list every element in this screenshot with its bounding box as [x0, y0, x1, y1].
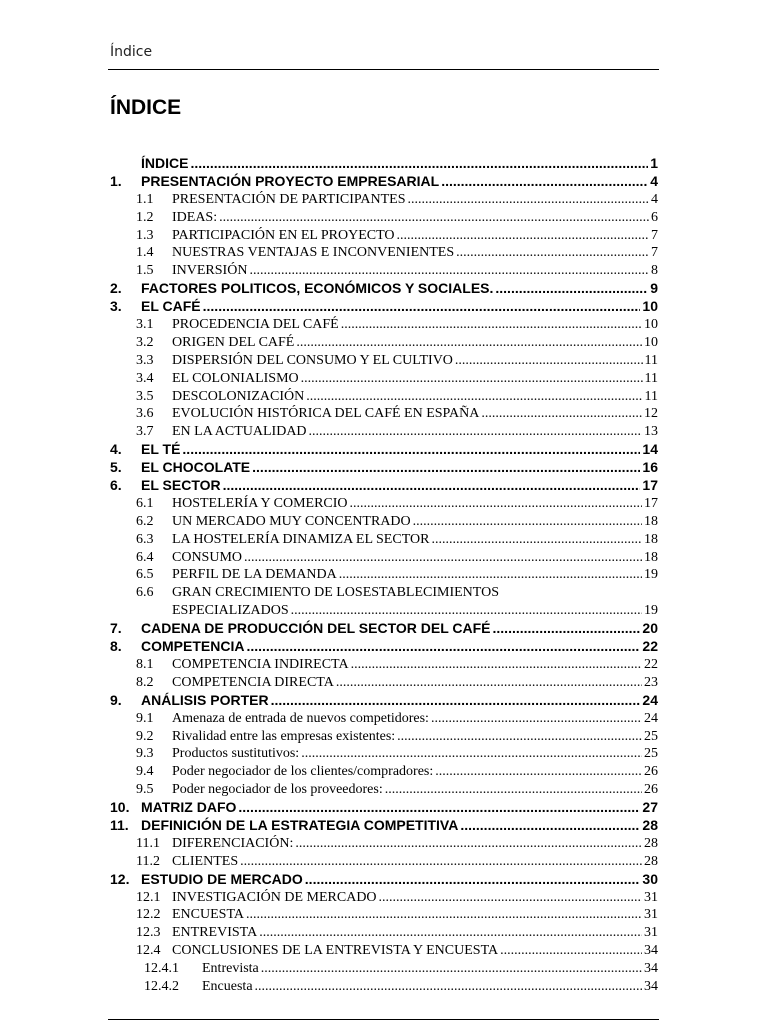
toc-entry-page: 18	[644, 513, 658, 529]
toc-entry-page: 14	[642, 441, 658, 458]
dot-leader	[500, 942, 642, 960]
dot-leader	[244, 549, 642, 567]
toc-entry-title: EL CHOCOLATE	[141, 459, 251, 476]
toc-entry[interactable]	[110, 835, 658, 853]
toc-entry-number: 1.3	[136, 227, 154, 243]
toc-entry-page: 13	[644, 424, 658, 440]
toc-entry-number: 12.	[110, 870, 130, 887]
toc-entry-number: 3.4	[136, 370, 154, 386]
toc-entry[interactable]	[110, 924, 658, 942]
toc-entry-title: CONCLUSIONES DE LA ENTREVISTA Y ENCUESTA	[172, 943, 499, 959]
toc-entry-title: Entrevista	[202, 961, 259, 977]
toc-entry-page: 22	[642, 638, 658, 655]
page-title: ÍNDICE	[110, 96, 182, 119]
toc-entry[interactable]	[110, 889, 658, 907]
toc-entry-title: EN LA ACTUALIDAD	[172, 424, 307, 440]
toc-entry[interactable]	[110, 817, 658, 835]
toc-entry-number: 11.2	[136, 853, 160, 869]
toc-entry-title: IDEAS:	[172, 209, 218, 225]
toc-entry[interactable]	[110, 173, 658, 191]
toc-entry-title: UN MERCADO MUY CONCENTRADO	[172, 513, 411, 529]
toc-entry[interactable]	[110, 334, 658, 352]
toc-entry[interactable]	[110, 298, 658, 316]
dot-leader	[336, 674, 642, 692]
toc-entry[interactable]	[110, 692, 658, 710]
toc-entry-number: 3.3	[136, 352, 154, 368]
dot-leader	[295, 835, 642, 853]
toc-entry-page: 31	[644, 925, 658, 941]
toc-entry-page: 22	[644, 656, 658, 672]
toc-entry-continuation[interactable]	[110, 602, 658, 620]
toc-entry-page: 11	[644, 370, 658, 386]
toc-entry-title: ÍNDICE	[141, 155, 189, 171]
toc-entry-page: 24	[642, 691, 658, 708]
toc-entry[interactable]	[110, 370, 658, 388]
toc-entry-title: Poder negociador de los clientes/compradores:	[172, 764, 434, 780]
toc-entry-page: 27	[642, 799, 658, 816]
table-of-contents	[110, 155, 658, 996]
toc-entry-title: DISPERSIÓN DEL CONSUMO Y EL CULTIVO	[172, 352, 453, 368]
toc-entry-number: 3.7	[136, 424, 154, 440]
toc-entry-page: 4	[650, 172, 658, 189]
dot-leader	[379, 889, 642, 907]
dot-leader	[271, 692, 641, 710]
dot-leader	[493, 620, 641, 638]
toc-entry[interactable]	[110, 531, 658, 549]
dot-leader	[339, 566, 642, 584]
toc-entry[interactable]	[110, 763, 658, 781]
dot-leader	[246, 638, 640, 656]
dot-leader	[455, 352, 643, 370]
toc-entry[interactable]	[110, 477, 658, 495]
toc-entry-page: 17	[644, 495, 658, 511]
toc-entry-page: 11	[644, 352, 658, 368]
toc-entry-page: 11	[644, 388, 658, 404]
dot-leader	[397, 227, 649, 245]
toc-entry-title: PARTICIPACIÓN EN EL PROYECTO	[172, 227, 395, 243]
toc-entry-title: CONSUMO	[172, 549, 243, 565]
toc-entry-number: 6.2	[136, 513, 154, 529]
dot-leader	[291, 602, 642, 620]
toc-entry[interactable]	[110, 244, 658, 262]
toc-entry-page: 18	[644, 549, 658, 565]
toc-entry-number: 9.5	[136, 782, 154, 798]
toc-entry[interactable]	[110, 871, 658, 889]
toc-entry[interactable]	[110, 710, 658, 728]
toc-entry[interactable]	[110, 978, 658, 996]
toc-entry-number: 12.3	[136, 925, 161, 941]
toc-entry-title: PRESENTACIÓN DE PARTICIPANTES	[172, 191, 406, 207]
toc-entry-page: 16	[642, 459, 658, 476]
toc-entry-number: 5.	[110, 459, 122, 476]
toc-entry-number: 3.1	[136, 317, 154, 333]
toc-entry-number: 9.	[110, 691, 122, 708]
toc-entry[interactable]	[110, 227, 658, 245]
dot-leader	[306, 388, 642, 406]
toc-entry-title: HOSTELERÍA Y COMERCIO	[172, 495, 348, 511]
toc-entry-number: 6.5	[136, 567, 154, 583]
toc-entry-page: 30	[642, 870, 658, 887]
toc-entry-page: 34	[644, 961, 658, 977]
dot-leader	[255, 978, 642, 996]
toc-entry[interactable]	[110, 388, 658, 406]
toc-entry[interactable]	[110, 405, 658, 423]
dot-leader	[397, 728, 642, 746]
toc-entry-page: 28	[644, 835, 658, 851]
toc-entry-page: 8	[651, 263, 658, 279]
toc-entry[interactable]	[110, 745, 658, 763]
toc-entry-number: 9.2	[136, 728, 154, 744]
toc-entry-title: EL TÉ	[141, 441, 181, 458]
toc-entry-page: 25	[644, 728, 658, 744]
toc-entry-title: EL COLONIALISMO	[172, 370, 299, 386]
dot-leader	[219, 209, 649, 227]
toc-entry-title: Rivalidad entre las empresas existentes:	[172, 728, 396, 744]
dot-leader	[431, 710, 642, 728]
toc-entry[interactable]	[110, 316, 658, 334]
toc-entry-page: 26	[644, 782, 658, 798]
dot-leader	[407, 191, 649, 209]
toc-entry-title: MATRIZ DAFO	[141, 799, 237, 816]
dot-leader	[431, 531, 642, 549]
toc-entry-number: 12.4	[136, 943, 161, 959]
toc-entry[interactable]	[110, 781, 658, 799]
dot-leader	[351, 656, 642, 674]
running-header: Índice	[110, 44, 153, 60]
toc-entry-page: 20	[642, 620, 658, 637]
toc-entry-page: 4	[651, 191, 658, 207]
toc-entry-page: 34	[644, 978, 658, 994]
dot-leader	[249, 262, 649, 280]
toc-entry-title: COMPETENCIA	[141, 638, 245, 655]
toc-entry-title: GRAN CRECIMIENTO DE LOSESTABLECIMIENTOS	[172, 585, 499, 601]
toc-entry-title: INVERSIÓN	[172, 263, 248, 279]
toc-entry-page: 19	[644, 567, 658, 583]
toc-entry[interactable]	[110, 423, 658, 441]
toc-entry-title: Poder negociador de los proveedores:	[172, 782, 383, 798]
toc-entry-title: NUESTRAS VENTAJAS E INCONVENIENTES	[172, 245, 455, 261]
toc-entry-page: 34	[644, 943, 658, 959]
toc-entry[interactable]	[110, 352, 658, 370]
toc-entry-number: 9.3	[136, 746, 154, 762]
toc-entry-number: 8.1	[136, 656, 154, 672]
toc-entry-title: EL SECTOR	[141, 477, 221, 494]
toc-entry-page: 18	[644, 531, 658, 547]
toc-entry[interactable]	[110, 620, 658, 638]
toc-entry-number: 8.2	[136, 674, 154, 690]
toc-entry[interactable]	[110, 656, 658, 674]
toc-entry-title: PROCEDENCIA DEL CAFÉ	[172, 317, 339, 333]
toc-entry-number: 12.4.2	[144, 978, 179, 994]
dot-leader	[238, 799, 640, 817]
toc-entry-number: 1.4	[136, 245, 154, 261]
toc-entry-title: PRESENTACIÓN PROYECTO EMPRESARIAL	[141, 172, 440, 189]
toc-entry[interactable]	[110, 441, 658, 459]
toc-entry-number: 7.	[110, 620, 122, 637]
dot-leader	[495, 280, 648, 298]
toc-entry-title: ANÁLISIS PORTER	[141, 691, 269, 708]
toc-entry[interactable]	[110, 960, 658, 978]
toc-entry-number: 4.	[110, 441, 122, 458]
toc-entry-number: 1.5	[136, 263, 154, 279]
dot-leader	[435, 763, 642, 781]
toc-entry-number: 1.	[110, 172, 122, 189]
toc-entry-page: 24	[644, 710, 658, 726]
toc-entry-title: COMPETENCIA DIRECTA	[172, 674, 334, 690]
toc-entry-title: COMPETENCIA INDIRECTA	[172, 656, 349, 672]
toc-entry-page: 19	[644, 603, 658, 619]
toc-entry[interactable]	[110, 906, 658, 924]
toc-entry-title: CLIENTES	[172, 853, 239, 869]
dot-leader	[261, 960, 642, 978]
toc-entry-title: CADENA DE PRODUCCIÓN DEL SECTOR DEL CAFÉ	[141, 620, 491, 637]
toc-entry-page: 26	[644, 764, 658, 780]
toc-entry-page: 31	[644, 889, 658, 905]
dot-leader	[223, 477, 641, 495]
toc-entry-page: 10	[644, 317, 658, 333]
toc-entry-title: LA HOSTELERÍA DINAMIZA EL SECTOR	[172, 531, 430, 547]
toc-entry-number: 1.1	[136, 191, 154, 207]
toc-entry-page: 7	[651, 245, 658, 261]
toc-entry-title: EL CAFÉ	[141, 298, 201, 315]
toc-entry[interactable]	[110, 513, 658, 531]
dot-leader	[350, 495, 642, 513]
dot-leader	[460, 817, 640, 835]
dot-leader	[240, 853, 642, 871]
toc-entry-title: PERFIL DE LA DEMANDA	[172, 567, 337, 583]
toc-entry[interactable]	[110, 638, 658, 656]
toc-entry-page: 12	[644, 406, 658, 422]
toc-entry-number: 2.	[110, 280, 122, 297]
toc-entry-number: 12.2	[136, 907, 161, 923]
toc-entry[interactable]	[110, 191, 658, 209]
toc-entry-number: 9.4	[136, 764, 154, 780]
toc-entry-number: 6.4	[136, 549, 154, 565]
toc-entry[interactable]	[110, 549, 658, 567]
toc-entry-page: 28	[642, 816, 658, 833]
toc-entry-title: Encuesta	[202, 978, 253, 994]
dot-leader	[341, 316, 642, 334]
toc-entry-number: 11.1	[136, 835, 160, 851]
toc-entry[interactable]	[110, 566, 658, 584]
toc-entry-page: 23	[644, 674, 658, 690]
toc-entry-page: 9	[650, 280, 658, 297]
toc-entry-number: 1.2	[136, 209, 154, 225]
dot-leader	[385, 781, 642, 799]
toc-entry-title: Amenaza de entrada de nuevos competidores:	[172, 710, 429, 726]
dot-leader	[182, 441, 640, 459]
dot-leader	[296, 334, 642, 352]
toc-entry[interactable]	[110, 728, 658, 746]
toc-entry-title: DESCOLONIZACIÓN	[172, 388, 305, 404]
dot-leader	[481, 405, 642, 423]
toc-entry-page: 31	[644, 907, 658, 923]
toc-entry-title: ENCUESTA	[172, 907, 244, 923]
dot-leader	[259, 924, 642, 942]
toc-entry-page: 1	[650, 155, 658, 171]
dot-leader	[301, 745, 642, 763]
toc-entry-number: 3.5	[136, 388, 154, 404]
toc-entry-page: 25	[644, 746, 658, 762]
toc-entry-title: ESTUDIO DE MERCADO	[141, 870, 303, 887]
toc-entry-title: DEFINICIÓN DE LA ESTRATEGIA COMPETITIVA	[141, 816, 459, 833]
toc-entry-title: ENTREVISTA	[172, 925, 258, 941]
toc-entry-number: 6.3	[136, 531, 154, 547]
toc-entry[interactable]	[110, 853, 658, 871]
toc-entry-page: 10	[644, 334, 658, 350]
toc-entry[interactable]	[110, 495, 658, 513]
toc-entry[interactable]	[110, 584, 658, 602]
toc-entry-title: EVOLUCIÓN HISTÓRICA DEL CAFÉ EN ESPAÑA	[172, 406, 480, 422]
footer-rule	[108, 1019, 659, 1020]
toc-entry-number: 10.	[110, 799, 130, 816]
dot-leader	[190, 155, 648, 173]
toc-entry-page: 6	[651, 209, 658, 225]
dot-leader	[456, 244, 649, 262]
toc-entry-title: ORIGEN DEL CAFÉ	[172, 334, 295, 350]
toc-entry-number: 12.4.1	[144, 961, 179, 977]
toc-entry-title: Productos sustitutivos:	[172, 746, 300, 762]
toc-entry-title-continuation: ESPECIALIZADOS	[172, 603, 289, 619]
dot-leader	[301, 370, 643, 388]
toc-entry[interactable]	[110, 799, 658, 817]
dot-leader	[413, 513, 642, 531]
toc-entry[interactable]	[110, 262, 658, 280]
toc-entry-number: 3.2	[136, 334, 154, 350]
toc-entry-number: 6.1	[136, 495, 154, 511]
toc-entry-page: 17	[642, 477, 658, 494]
toc-entry[interactable]	[110, 674, 658, 692]
toc-entry-page: 10	[642, 298, 658, 315]
toc-entry-title: INVESTIGACIÓN DE MERCADO	[172, 889, 377, 905]
toc-entry-number: 3.6	[136, 406, 154, 422]
toc-entry-number: 9.1	[136, 710, 154, 726]
toc-entry-number: 11.	[110, 816, 129, 833]
toc-entry-number: 6.6	[136, 585, 154, 601]
dot-leader	[309, 423, 642, 441]
toc-entry-page: 28	[644, 853, 658, 869]
dot-leader	[305, 871, 641, 889]
toc-entry[interactable]	[110, 942, 658, 960]
toc-entry-number: 8.	[110, 638, 122, 655]
toc-entry[interactable]	[110, 209, 658, 227]
toc-entry-number: 3.	[110, 298, 122, 315]
toc-entry[interactable]	[110, 459, 658, 477]
dot-leader	[252, 459, 640, 477]
toc-entry-number: 12.1	[136, 889, 161, 905]
toc-entry[interactable]	[110, 280, 658, 298]
dot-leader	[441, 173, 648, 191]
dot-leader	[246, 906, 642, 924]
toc-entry-number: 6.	[110, 477, 122, 494]
toc-entry-title: FACTORES POLITICOS, ECONÓMICOS Y SOCIALES.	[141, 280, 494, 297]
dot-leader	[203, 298, 641, 316]
header-rule	[108, 69, 659, 70]
toc-entry-page: 7	[651, 227, 658, 243]
toc-entry-title: DIFERENCIACIÓN:	[172, 835, 294, 851]
toc-entry[interactable]	[110, 155, 658, 173]
